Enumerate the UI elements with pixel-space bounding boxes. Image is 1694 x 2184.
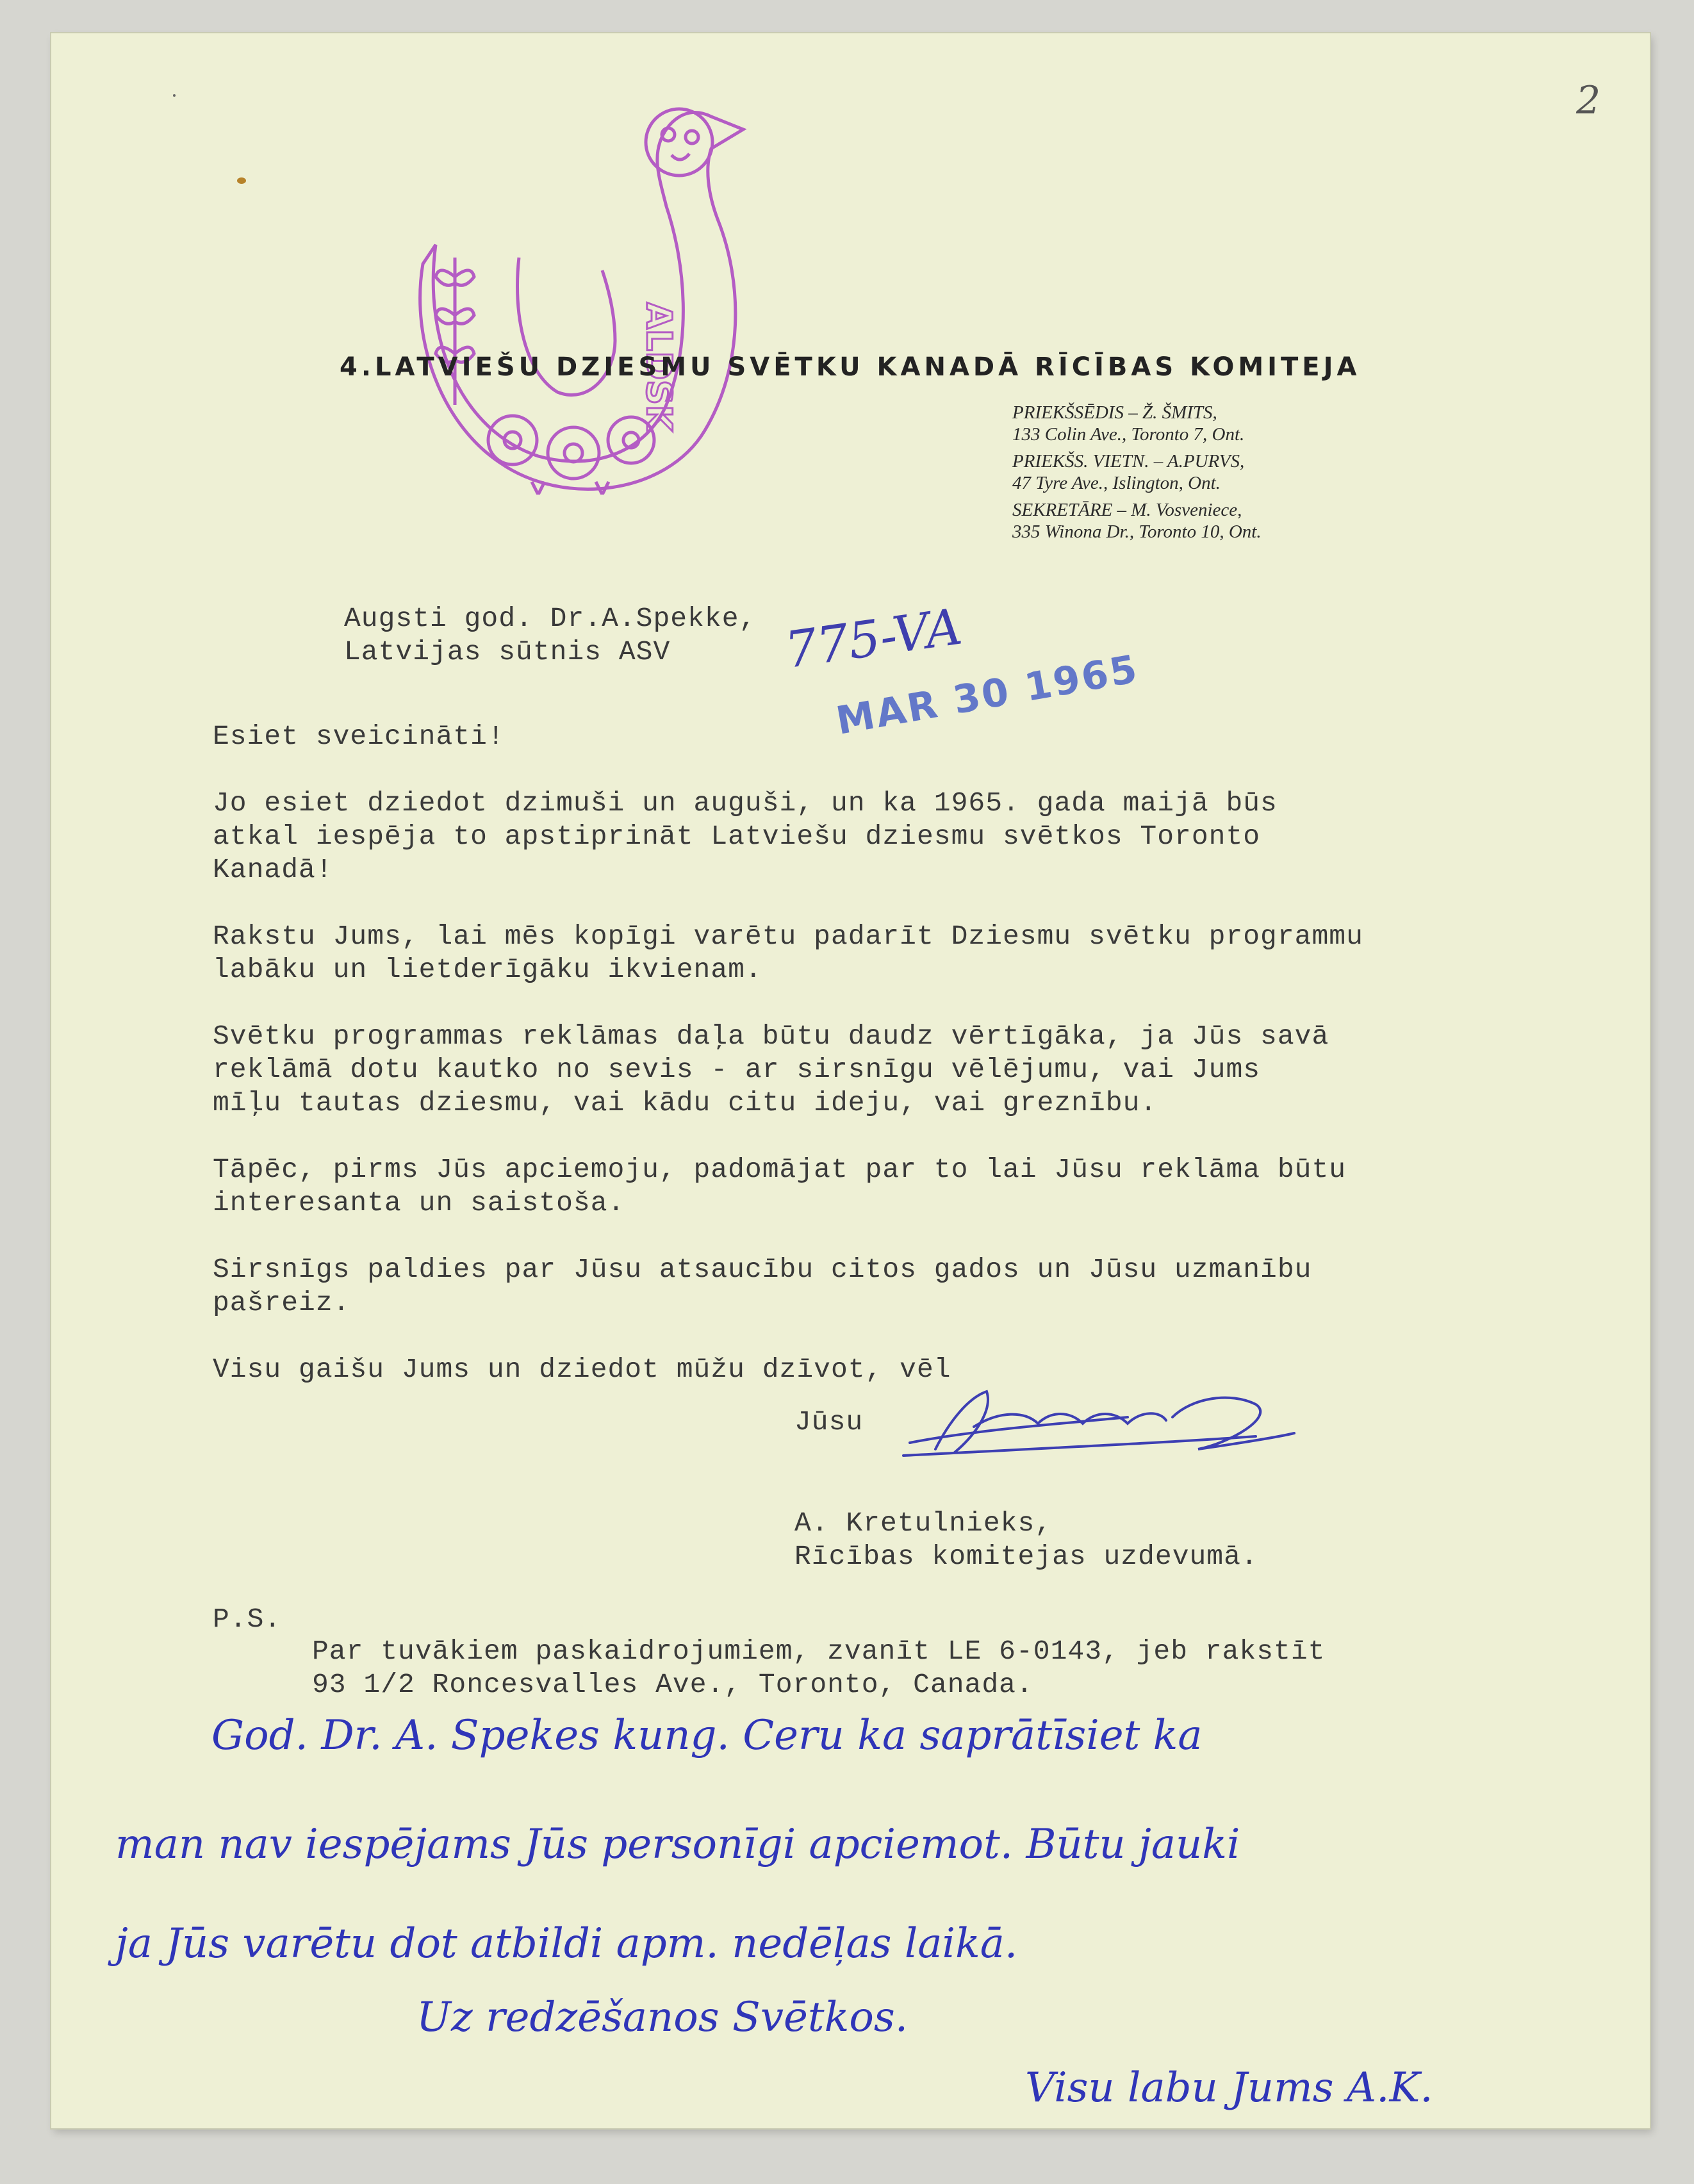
reference-number: 775-VA bbox=[782, 598, 966, 680]
body-line: Rakstu Jums, lai mēs kopīgi varētu padarīt Dziesmu svētku programmu bbox=[213, 921, 1363, 952]
recipient-line: Augsti god. Dr.A.Spekke, bbox=[344, 603, 757, 634]
logo-lettering: ALDSK bbox=[639, 302, 679, 432]
postscript-label: P.S. bbox=[213, 1604, 282, 1635]
body-line: pašreiz. bbox=[213, 1287, 350, 1318]
officer-role: PRIEKŠS. VIETN. – A.PURVS, bbox=[1012, 451, 1245, 472]
body-line: Jo esiet dziedot dzimuši un auguši, un ka 1965. gada maijā būs bbox=[213, 787, 1278, 819]
body-line: Tāpēc, pirms Jūs apciemoju, padomājat par to lai Jūsu reklāma būtu bbox=[213, 1154, 1347, 1185]
paragraph bbox=[213, 787, 1558, 887]
signer-name: A. Kretulnieks, bbox=[794, 1507, 1053, 1539]
postscript-line: 93 1/2 Roncesvalles Ave., Toronto, Canada. bbox=[312, 1669, 1033, 1700]
body-line: labāku un lietderīgāku ikvienam. bbox=[213, 954, 762, 985]
letter-body bbox=[213, 720, 1558, 1386]
committee-heading: 4.LATVIEŠU DZIESMU SVĒTKU KANADĀ RĪCĪBAS KOMITEJA bbox=[340, 352, 1361, 382]
greeting: Esiet sveicināti! bbox=[213, 721, 505, 752]
officers-list bbox=[1012, 402, 1262, 548]
officer-entry bbox=[1012, 450, 1262, 494]
officer-address: 133 Colin Ave., Toronto 7, Ont. bbox=[1012, 424, 1245, 445]
officer-address: 47 Tyre Ave., Islington, Ont. bbox=[1012, 473, 1221, 493]
paragraph bbox=[213, 1020, 1558, 1120]
body-line: Sirsnīgs paldies par Jūsu atsaucību citos gados un Jūsu uzmanību bbox=[213, 1254, 1312, 1285]
closing-line: Visu gaišu Jums un dziedot mūžu dzīvot, vēl bbox=[213, 1354, 951, 1385]
handwritten-line: ja Jūs varētu dot atbildi apm. nedēļas laikā. bbox=[115, 1920, 1018, 1967]
body-line: atkal iespēja to apstiprināt Latviešu dziesmu svētkos Toronto bbox=[213, 821, 1261, 852]
officer-entry bbox=[1012, 499, 1262, 543]
signer-title: Rīcības komitejas uzdevumā. bbox=[794, 1541, 1258, 1572]
body-line: mīļu tautas dziesmu, vai kādu citu ideju, vai greznību. bbox=[213, 1087, 1158, 1119]
body-line: interesanta un saistoša. bbox=[213, 1187, 625, 1219]
festival-logo bbox=[384, 72, 782, 495]
officer-role: PRIEKŠSĒDIS – Ž. ŠMITS, bbox=[1012, 402, 1217, 423]
body-line: Kanadā! bbox=[213, 854, 333, 885]
signature bbox=[897, 1372, 1307, 1468]
recipient-block bbox=[344, 602, 756, 669]
received-date-stamp: MAR 30 1965 bbox=[833, 646, 1142, 744]
page-number: 2 bbox=[1576, 78, 1601, 123]
paragraph bbox=[213, 1253, 1558, 1320]
postscript-body bbox=[312, 1635, 1325, 1702]
handwritten-line: Visu labu Jums A.K. bbox=[1025, 2064, 1433, 2112]
paragraph bbox=[213, 920, 1558, 987]
handwritten-line: God. Dr. A. Spekes kung. Ceru ka saprātīsiet ka bbox=[211, 1712, 1203, 1759]
paper-spot bbox=[237, 177, 246, 184]
body-line: reklāmā dotu kautko no sevis - ar sirsnīgu vēlējumu, vai Jums bbox=[213, 1054, 1261, 1085]
valediction: Jūsu bbox=[794, 1406, 864, 1438]
handwritten-line: Uz redzēšanos Svētkos. bbox=[416, 1994, 909, 2041]
handwritten-line: man nav iespējams Jūs personīgi apciemot. Būtu jauki bbox=[115, 1821, 1240, 1868]
recipient-line: Latvijas sūtnis ASV bbox=[344, 636, 671, 668]
officer-address: 335 Winona Dr., Toronto 10, Ont. bbox=[1012, 521, 1262, 542]
officer-entry bbox=[1012, 402, 1262, 445]
paragraph bbox=[213, 1153, 1558, 1220]
body-line: Svētku programmas reklāmas daļa būtu daudz vērtīgāka, ja Jūs savā bbox=[213, 1021, 1329, 1052]
officer-role: SEKRETĀRE – M. Vosveniece, bbox=[1012, 500, 1242, 520]
letter-page bbox=[51, 33, 1650, 2128]
paper-spot bbox=[173, 94, 176, 97]
signer-block bbox=[794, 1507, 1258, 1573]
postscript-line: Par tuvākiem paskaidrojumiem, zvanīt LE 6-0143, jeb rakstīt bbox=[312, 1636, 1326, 1667]
